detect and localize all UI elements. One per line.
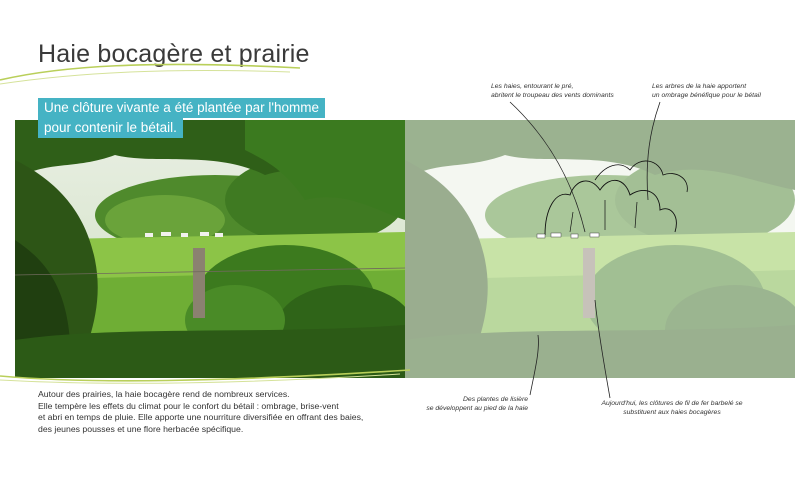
annotation-line: un ombrage bénéfique pour le bétail: [652, 91, 761, 99]
body-line: et abri en temps de pluie. Elle apporte une nourriture diversifiée en offrant des baies,: [38, 412, 364, 423]
body-paragraph: [38, 389, 408, 435]
banner-line-2: pour contenir le bétail.: [38, 118, 183, 138]
annotation-line: Des plantes de lisière: [463, 396, 528, 403]
annotation-edge-plants: [396, 396, 528, 413]
annotation-line: Les haies, entourant le pré,: [491, 83, 574, 90]
body-line: Elle tempère les effets du climat pour le confort du bétail : ombrage, brise-vent: [38, 400, 339, 411]
decorative-swoosh-top: [0, 58, 330, 88]
annotation-line: substituent aux haies bocagères: [623, 408, 721, 416]
annotation-line: abritent le troupeau des vents dominants: [491, 91, 614, 99]
banner-line-1: Une clôture vivante a été plantée par l'homme: [38, 98, 325, 118]
hedge-meadow-photo: [15, 120, 405, 378]
annotation-wind-shelter: [491, 83, 614, 100]
body-line: des jeunes pousses et une flore herbacée spécifique.: [38, 423, 244, 434]
page-title: Haie bocagère et prairie: [38, 40, 310, 68]
hedge-meadow-photo-annotated: [405, 120, 795, 378]
annotation-line: Les arbres de la haie apportent: [652, 83, 747, 90]
annotation-barbed-wire: [601, 400, 743, 417]
decorative-swoosh-bottom: [0, 362, 420, 386]
annotation-shade: [652, 83, 761, 100]
annotation-line: Aujourd'hui, les clôtures de fil de fer barbelé se: [601, 400, 743, 407]
banner-caption: [38, 98, 325, 138]
body-line: Autour des prairies, la haie bocagère rend de nombreux services.: [38, 389, 290, 399]
annotation-line: se développent au pied de la haie: [426, 404, 528, 412]
